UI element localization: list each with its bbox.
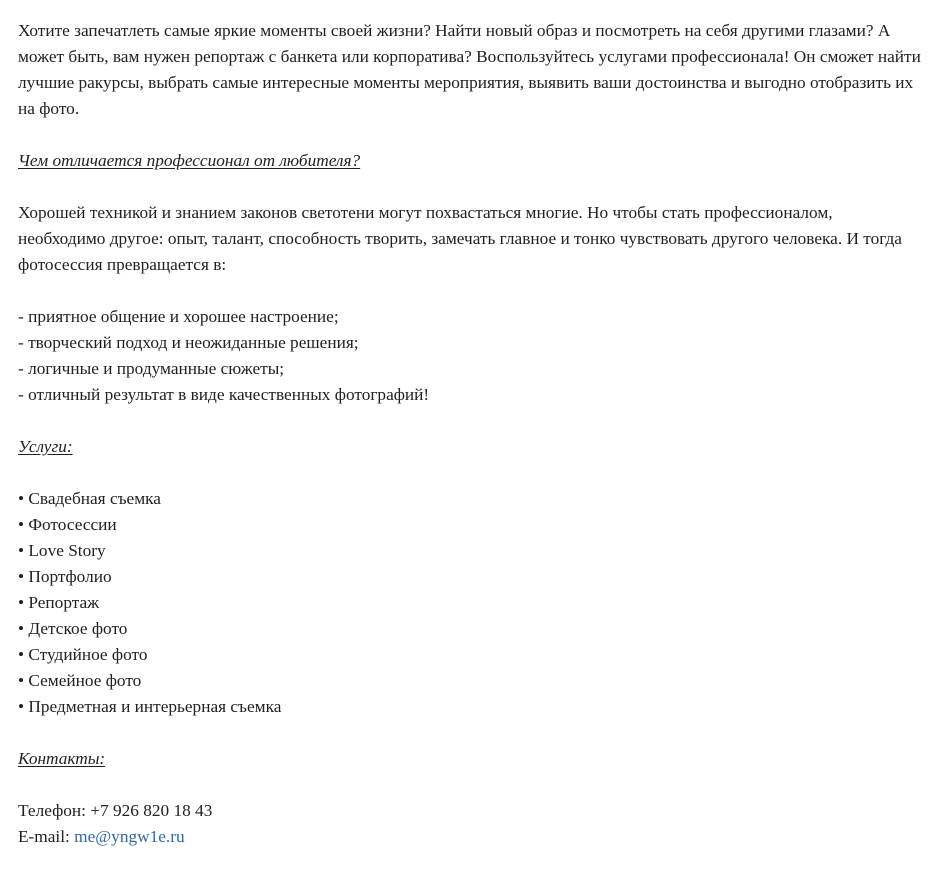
list-item: - логичные и продуманные сюжеты; xyxy=(18,359,285,378)
list-item: • Семейное фото xyxy=(18,671,142,690)
list-item: - отличный результат в виде качественных фотографий! xyxy=(18,385,430,404)
spacer xyxy=(18,408,922,434)
list-item: • Love Story xyxy=(18,541,106,560)
phone-number: +7 926 820 18 43 xyxy=(90,801,213,820)
benefits-list xyxy=(18,304,922,408)
services-list xyxy=(18,486,922,720)
spacer xyxy=(18,174,922,200)
spacer xyxy=(18,720,922,746)
email-label: E-mail: xyxy=(18,827,70,846)
services-heading: Услуги: xyxy=(18,437,73,456)
intro-paragraph: Хотите запечатлеть самые яркие моменты своей жизни? Найти новый образ и посмотреть на себя другими глазами? А может быть, вам нужен репортаж с банкета или корпоратива? Воспользуйтесь услугами профессионала! Он сможет найти лучшие ракурсы, выбрать самые интересные моменты мероприятия, выявить ваши достоинства и выгодно отобразить их на фото. xyxy=(18,21,921,118)
list-item: • Детское фото xyxy=(18,619,128,638)
list-item: - приятное общение и хорошее настроение; xyxy=(18,307,339,326)
spacer xyxy=(18,122,922,148)
phone-line xyxy=(18,798,922,824)
list-item: • Фотосессии xyxy=(18,515,117,534)
list-item: - творческий подход и неожиданные решения; xyxy=(18,333,359,352)
difference-paragraph: Хорошей техникой и знанием законов светотени могут похвастаться многие. Но чтобы стать профессионалом, необходимо другое: опыт, талант, способность творить, замечать главное и тонко чувствовать другого человека. И тогда фотосессия превращается в: xyxy=(18,203,902,274)
contacts-heading: Контакты: xyxy=(18,749,106,768)
spacer xyxy=(18,460,922,486)
email-link[interactable]: me@yngw1e.ru xyxy=(74,827,185,846)
phone-label: Телефон: xyxy=(18,801,86,820)
list-item: • Репортаж xyxy=(18,593,100,612)
list-item: • Портфолио xyxy=(18,567,112,586)
list-item: • Свадебная съемка xyxy=(18,489,161,508)
list-item: • Студийное фото xyxy=(18,645,148,664)
email-line xyxy=(18,824,922,850)
list-item: • Предметная и интерьерная съемка xyxy=(18,697,282,716)
spacer xyxy=(18,772,922,798)
difference-heading: Чем отличается профессионал от любителя? xyxy=(18,151,361,170)
spacer xyxy=(18,278,922,304)
